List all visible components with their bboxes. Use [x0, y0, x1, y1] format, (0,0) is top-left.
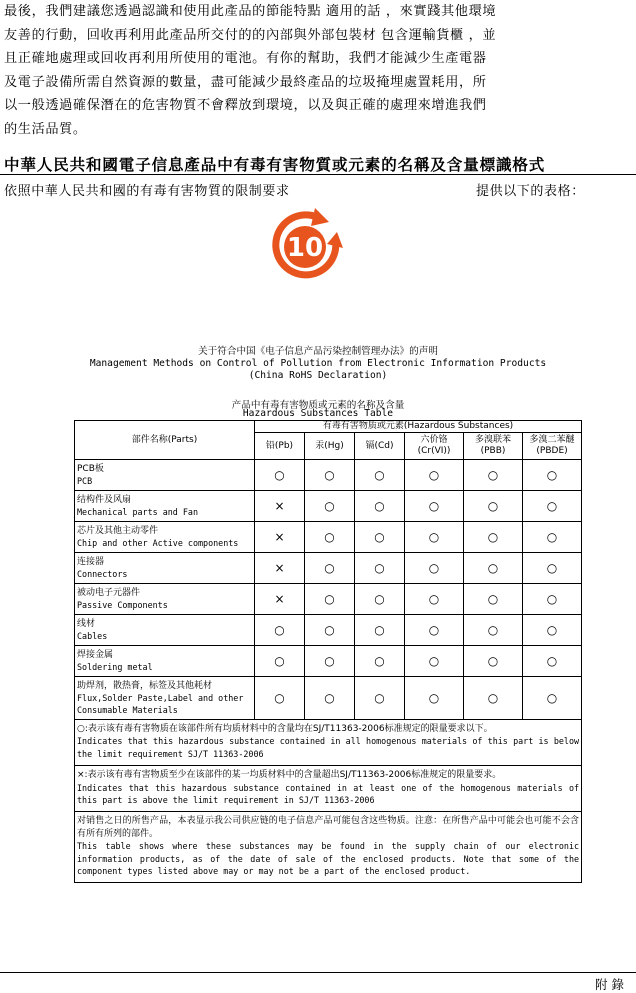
column-header-cd: 镉(Cd)	[355, 433, 405, 460]
substance-mark: ○	[355, 615, 405, 646]
part-name-en: Flux,Solder Paste,Label and other	[77, 693, 244, 703]
substance-mark: ○	[355, 460, 405, 491]
china-rohs-10-logo-icon	[263, 202, 347, 286]
substance-mark: ○	[464, 491, 523, 522]
part-name-cell	[75, 646, 255, 677]
column-header-cr6: 六价铬 (Cr(VI))	[405, 433, 464, 460]
table-caption-cn: 产品中有毒有害物质或元素的名称及含量	[231, 400, 405, 411]
part-name-cell	[75, 584, 255, 615]
substance-mark: ×	[255, 584, 305, 615]
part-name-en: Mechanical parts and Fan	[77, 507, 199, 517]
substances-group-header: 有毒有害物质或元素(Hazardous Substances)	[255, 421, 582, 433]
substance-mark: ○	[464, 522, 523, 553]
section-title-underline	[0, 174, 636, 175]
part-name-en: Passive Components	[77, 600, 168, 610]
part-name-en-line2: Consumable Materials	[77, 705, 178, 715]
intro-line: 以一般透過確保潛在的危害物質不會釋放到環境，以及與正確的處理來增進我們	[4, 98, 487, 114]
part-name-en: Connectors	[77, 569, 128, 579]
table-row	[75, 522, 582, 553]
substance-mark: ○	[523, 584, 582, 615]
substance-mark: ○	[405, 646, 464, 677]
intro-line: 及電子設備所需自然資源的數量，盡可能減少最終產品的垃圾掩埋處置耗用，所	[4, 74, 487, 90]
part-name-cn: 线材	[77, 619, 96, 629]
part-name-cell	[75, 522, 255, 553]
section-subtitle-tail: 提供以下的表格：	[476, 184, 585, 199]
hazardous-substances-table	[74, 420, 582, 883]
substance-mark: ○	[305, 460, 355, 491]
substance-mark: ○	[523, 553, 582, 584]
note-en: Indicates that this hazardous substance contained in at least one of the homogenous materials of this part is above the limit requirement in SJ/T 11363-2006	[77, 782, 580, 806]
substance-mark: ○	[523, 460, 582, 491]
table-row	[75, 615, 582, 646]
note-cn: ×:表示该有毒有害物质至少在该部件的某一均质材料中的含量超出SJ/T11363-2006标准规定的限量要求。	[77, 770, 502, 781]
part-name-en: PCB	[77, 476, 93, 486]
table-caption-en: Hazardous Substances Table	[242, 408, 394, 419]
column-header-hg: 汞(Hg)	[305, 433, 355, 460]
substance-mark: ×	[255, 553, 305, 584]
substance-mark: ○	[305, 646, 355, 677]
substance-mark: ○	[464, 677, 523, 720]
logo-number: 10	[286, 233, 324, 263]
table-note-row	[75, 766, 582, 812]
column-header-pbb: 多溴联苯 (PBB)	[464, 433, 523, 460]
substance-mark: ○	[464, 584, 523, 615]
substance-mark: ○	[523, 646, 582, 677]
intro-paragraph	[4, 0, 634, 142]
declaration-title-en: Management Methods on Control of Pollution from Electronic Information Products	[89, 358, 547, 369]
substance-mark: ○	[523, 522, 582, 553]
intro-line: 友善的行動，回收再利用此產品所交付的的內部與外部包裝材 包含運輸貨櫃 ，並	[4, 27, 497, 43]
note-en: Indicates that this hazardous substance contained in all homogenous materials of this part is below the limit requirement SJ/T 11363-2006	[77, 736, 580, 759]
declaration-title-cn: 关于符合中国《电子信息产品污染控制管理办法》的声明	[198, 346, 438, 357]
substance-mark: ○	[405, 553, 464, 584]
part-name-cell	[75, 460, 255, 491]
part-name-cn: 焊接金属	[77, 650, 114, 660]
column-header-pbde: 多溴二苯醚 (PBDE)	[523, 433, 582, 460]
substance-mark: ○	[355, 584, 405, 615]
substance-mark: ×	[255, 522, 305, 553]
substance-mark: ○	[464, 553, 523, 584]
part-name-en: Cables	[77, 631, 108, 641]
table-row	[75, 491, 582, 522]
substance-mark: ○	[405, 460, 464, 491]
intro-line: 最後，我們建議您透過認識和使用此產品的節能特點 適用的話 ，來實踐其他環境	[4, 4, 497, 19]
footer-rule	[0, 972, 636, 973]
substance-mark: ○	[305, 584, 355, 615]
substance-mark: ○	[255, 646, 305, 677]
substance-mark: ○	[355, 491, 405, 522]
table-note	[75, 812, 582, 883]
table-note-row	[75, 720, 582, 766]
substance-mark: ○	[305, 677, 355, 720]
table-row	[75, 677, 582, 720]
substance-mark: ○	[305, 553, 355, 584]
substance-mark: ○	[405, 522, 464, 553]
part-name-cn: 被动电子元器件	[77, 588, 141, 598]
substance-mark: ○	[464, 460, 523, 491]
table-header-row	[75, 421, 582, 433]
substance-mark: ○	[255, 677, 305, 720]
logo-arrow-head	[311, 208, 329, 226]
substance-mark: ○	[405, 677, 464, 720]
section-subtitle: 依照中華人民共和國的有毒有害物質的限制要求	[4, 184, 290, 199]
intro-line: 的生活品質。	[4, 121, 87, 137]
note-cn: ○:表示该有毒有害物质在该部件所有均质材料中的含量均在SJ/T11363-2006标准规定的限量要求以下。	[77, 724, 493, 734]
logo-arrow-head-lower	[327, 232, 343, 248]
part-name-en: Soldering metal	[77, 662, 153, 672]
substance-mark: ○	[523, 615, 582, 646]
substance-mark: ○	[355, 646, 405, 677]
substance-mark: ○	[523, 491, 582, 522]
substance-mark: ○	[405, 615, 464, 646]
substance-mark: ○	[305, 615, 355, 646]
part-name-cn: 芯片及其他主动零件	[77, 526, 159, 536]
section-title: 中華人民共和國電子信息產品中有毒有害物質或元素的名稱及含量標識格式	[4, 155, 546, 174]
column-header-pb: 铅(Pb)	[255, 433, 305, 460]
substance-mark: ×	[255, 491, 305, 522]
substance-mark: ○	[405, 491, 464, 522]
substance-mark: ○	[355, 677, 405, 720]
substance-mark: ○	[305, 522, 355, 553]
substance-mark: ○	[464, 646, 523, 677]
substance-mark: ○	[355, 553, 405, 584]
table-row	[75, 553, 582, 584]
substance-mark: ○	[255, 615, 305, 646]
parts-column-header: 部件名称(Parts)	[75, 421, 255, 460]
note-cn: 对销售之日的所售产品，本表显示我公司供应链的电子信息产品可能包含这些物质。注意：在所售产品中可能会也可能不会含有所有所列的部件。	[77, 816, 580, 839]
substance-mark: ○	[523, 677, 582, 720]
part-name-cell	[75, 615, 255, 646]
intro-line: 且正確地處理或回收再利用所使用的電池。有你的幫助，我們才能減少生產電器	[4, 51, 487, 67]
substance-mark: ○	[405, 584, 464, 615]
part-name-cn: 结构件及风扇	[77, 495, 132, 505]
substance-mark: ○	[255, 460, 305, 491]
table-row	[75, 646, 582, 677]
footer-label: 附錄	[594, 977, 628, 992]
table-note	[75, 766, 582, 812]
table-row	[75, 460, 582, 491]
part-name-cell	[75, 491, 255, 522]
part-name-cell	[75, 677, 255, 720]
substance-mark: ○	[464, 615, 523, 646]
substance-mark: ○	[305, 491, 355, 522]
table-note-row	[75, 812, 582, 883]
table-row	[75, 584, 582, 615]
part-name-cell	[75, 553, 255, 584]
note-en: This table shows where these substances may be found in the supply chain of our electronic information products, as of the date of sale of the enclosed products. Note that some of the component types listed above may or may not be a part of the enclosed product.	[77, 841, 580, 877]
part-name-en: Chip and other Active components	[77, 538, 239, 548]
part-name-cn: 助焊剂，散热膏，标签及其他耗材	[77, 681, 213, 691]
part-name-cn: 连接器	[77, 557, 105, 567]
substance-mark: ○	[355, 522, 405, 553]
declaration-subtitle-en: (China RoHS Declaration)	[248, 370, 388, 381]
part-name-cn: PCB板	[77, 464, 104, 474]
table-note	[75, 720, 582, 766]
